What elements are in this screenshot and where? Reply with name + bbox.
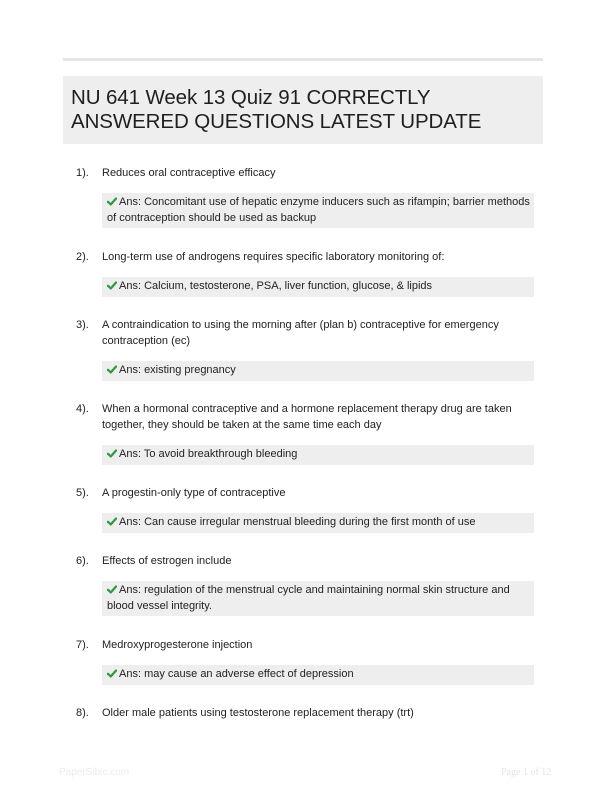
check-icon	[107, 448, 117, 457]
check-icon	[107, 364, 117, 373]
check-icon	[107, 280, 117, 289]
question-number: 6).	[76, 555, 89, 567]
footer-watermark: PaperSibic.com	[59, 767, 130, 778]
answer-box	[102, 665, 534, 685]
answer-box	[102, 361, 534, 381]
question-text: Older male patients using testosterone replacement therapy (trt)	[102, 707, 414, 719]
question-row	[63, 317, 543, 349]
question-item	[63, 553, 543, 637]
question-row	[63, 165, 543, 181]
answer-box	[102, 277, 534, 297]
answer-box	[102, 581, 534, 616]
top-divider	[63, 58, 543, 61]
question-row	[63, 637, 543, 653]
question-text: A contraindication to using the morning after (plan b) contraceptive for emergency contraception (ec)	[102, 319, 499, 347]
question-item	[63, 317, 543, 401]
question-item	[63, 401, 543, 485]
question-number: 4).	[76, 403, 89, 415]
question-row	[63, 485, 543, 501]
question-row	[63, 249, 543, 265]
question-text: Reduces oral contraceptive efficacy	[102, 167, 276, 179]
check-icon	[107, 516, 117, 525]
question-text: A progestin-only type of contraceptive	[102, 487, 286, 499]
question-number: 8).	[76, 707, 89, 719]
question-row	[63, 401, 543, 433]
question-row	[63, 553, 543, 569]
answer-text: Ans: To avoid breakthrough bleeding	[119, 448, 298, 460]
answer-text: Ans: may cause an adverse effect of depression	[119, 668, 354, 680]
question-text: Effects of estrogen include	[102, 555, 232, 567]
question-number: 5).	[76, 487, 89, 499]
answer-text: Ans: Can cause irregular menstrual bleeding during the first month of use	[119, 516, 476, 528]
question-text: Medroxyprogesterone injection	[102, 639, 253, 651]
page-title: NU 641 Week 13 Quiz 91 CORRECTLY ANSWERED QUESTIONS LATEST UPDATE	[71, 86, 482, 133]
question-number: 3).	[76, 319, 89, 331]
question-item	[63, 485, 543, 553]
question-text: When a hormonal contraceptive and a hormone replacement therapy drug are taken together, they should be taken at the same time each day	[102, 403, 512, 431]
question-item	[63, 165, 543, 249]
question-item	[63, 249, 543, 317]
title-banner	[63, 76, 543, 144]
answer-box	[102, 193, 534, 228]
answer-text: Ans: existing pregnancy	[119, 364, 236, 376]
question-number: 7).	[76, 639, 89, 651]
check-icon	[107, 668, 117, 677]
answer-text: Ans: Concomitant use of hepatic enzyme inducers such as rifampin; barrier methods of contraception should be used as backup	[107, 196, 530, 224]
page-number: Page 1 of 12	[501, 767, 552, 778]
question-list	[63, 165, 543, 721]
question-number: 1).	[76, 167, 89, 179]
answer-text: Ans: Calcium, testosterone, PSA, liver function, glucose, & lipids	[119, 280, 433, 292]
question-item	[63, 637, 543, 705]
check-icon	[107, 196, 117, 205]
check-icon	[107, 584, 117, 593]
answer-box	[102, 445, 534, 465]
answer-box	[102, 513, 534, 533]
question-number: 2).	[76, 251, 89, 263]
question-row	[63, 705, 543, 721]
question-text: Long-term use of androgens requires specific laboratory monitoring of:	[102, 251, 445, 263]
question-item	[63, 705, 543, 721]
answer-text: Ans: regulation of the menstrual cycle and maintaining normal skin structure and blood vessel integrity.	[107, 584, 510, 612]
